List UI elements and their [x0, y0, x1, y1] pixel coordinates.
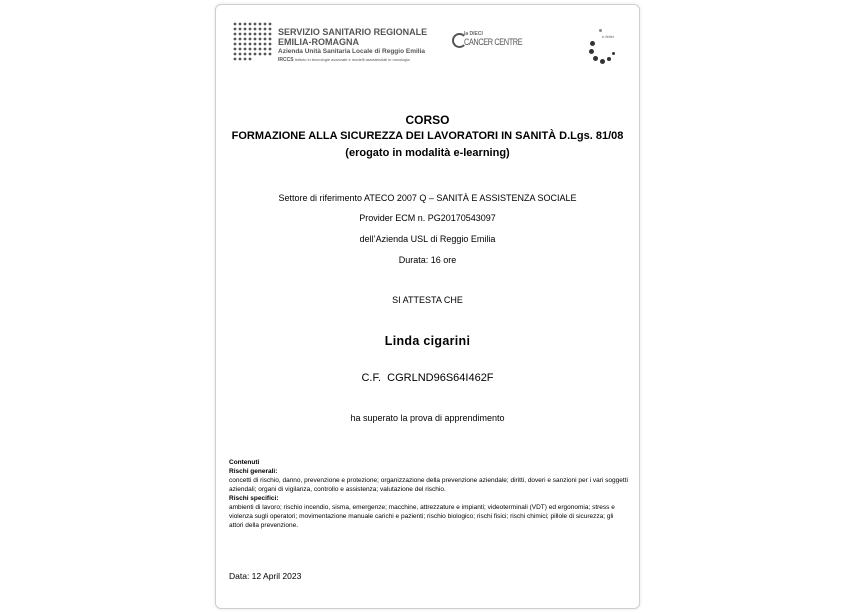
contents-heading: Contenuti — [229, 459, 260, 466]
cancer-centre-label: CANCER CENTRE — [464, 37, 523, 47]
cancer-centre-top-label: la DIECI — [464, 31, 483, 37]
fiscal-code — [216, 372, 639, 384]
ssr-irccs-desc: Istituto in tecnologie avanzate e modelli assistenziali in oncologia — [294, 57, 410, 62]
logo-dot — [599, 29, 602, 32]
sector-line: Settore di riferimento ATECO 2007 Q – SANITÀ E ASSISTENZA SOCIALE — [278, 193, 577, 203]
participant-name: Linda cigarini — [384, 334, 471, 348]
ssr-logo-text — [278, 27, 427, 64]
ssr-line-4 — [278, 56, 427, 64]
issue-date: Data: 12 April 2023 — [229, 571, 302, 581]
logo-dot — [593, 56, 598, 61]
logo-dot — [600, 59, 605, 64]
ssr-line-3: Azienda Unità Sanitaria Locale di Reggio Emilia — [278, 48, 426, 55]
ssr-irccs: IRCCS — [278, 57, 294, 63]
course-heading: CORSO — [405, 113, 450, 127]
cancer-centre-logo — [452, 31, 523, 55]
logo-dot — [612, 52, 615, 55]
logo-dot — [607, 57, 611, 61]
course-contents — [229, 458, 629, 530]
duration-line: Durata: 16 ore — [398, 255, 457, 265]
ssr-line-2: EMILIA-ROMAGNA — [278, 37, 359, 47]
logo-dot — [590, 41, 595, 46]
azienda-line: dell’Azienda USL di Reggio Emilia — [359, 234, 496, 244]
fiscal-code-value: CGRLND96S64I462F — [387, 372, 494, 384]
e-learning-label: e-fidier — [602, 34, 615, 39]
course-mode: (erogato in modalità e-learning) — [345, 147, 510, 159]
attesta-line: SI ATTESTA CHE — [392, 295, 463, 305]
specific-risks-text: ambienti di lavoro; rischio incendio, sisma, emergenze; macchine, attrezzature e impianti; videoterminali (VDT) ed ergonomia; stress e violenza sugli operatori; movimentazione manuale carichi e pazienti; rischio biologico; rischi fisici; rischi chimici; pillole di sicurezza; gli attori della prevenzione. — [229, 504, 615, 529]
general-risks-heading: Rischi generali: — [229, 468, 278, 475]
e-learning-logo — [586, 27, 620, 65]
specific-risks-heading: Rischi specifici: — [229, 495, 279, 502]
general-risks-text: concetti di rischio, danno, prevenzione e protezione; organizzazione della prevenzione aziendale; diritti, doveri e sanzioni per i vari soggetti aziendali; organi di vigilanza, controllo e assistenza; valutazione del rischio. — [229, 477, 628, 493]
certificate-page — [215, 4, 640, 609]
course-title: FORMAZIONE ALLA SICUREZZA DEI LAVORATORI IN SANITÀ D.Lgs. 81/08 — [231, 130, 624, 142]
ssr-dot-grid-icon — [232, 21, 272, 63]
fiscal-code-label: C.F. — [361, 372, 382, 384]
ssr-logo — [232, 21, 432, 73]
result-line: ha superato la prova di apprendimento — [350, 413, 505, 423]
provider-line: Provider ECM n. PG20170543097 — [359, 213, 496, 223]
logo-dot — [589, 49, 594, 54]
ssr-line-1: SERVIZIO SANITARIO REGIONALE — [278, 27, 428, 37]
